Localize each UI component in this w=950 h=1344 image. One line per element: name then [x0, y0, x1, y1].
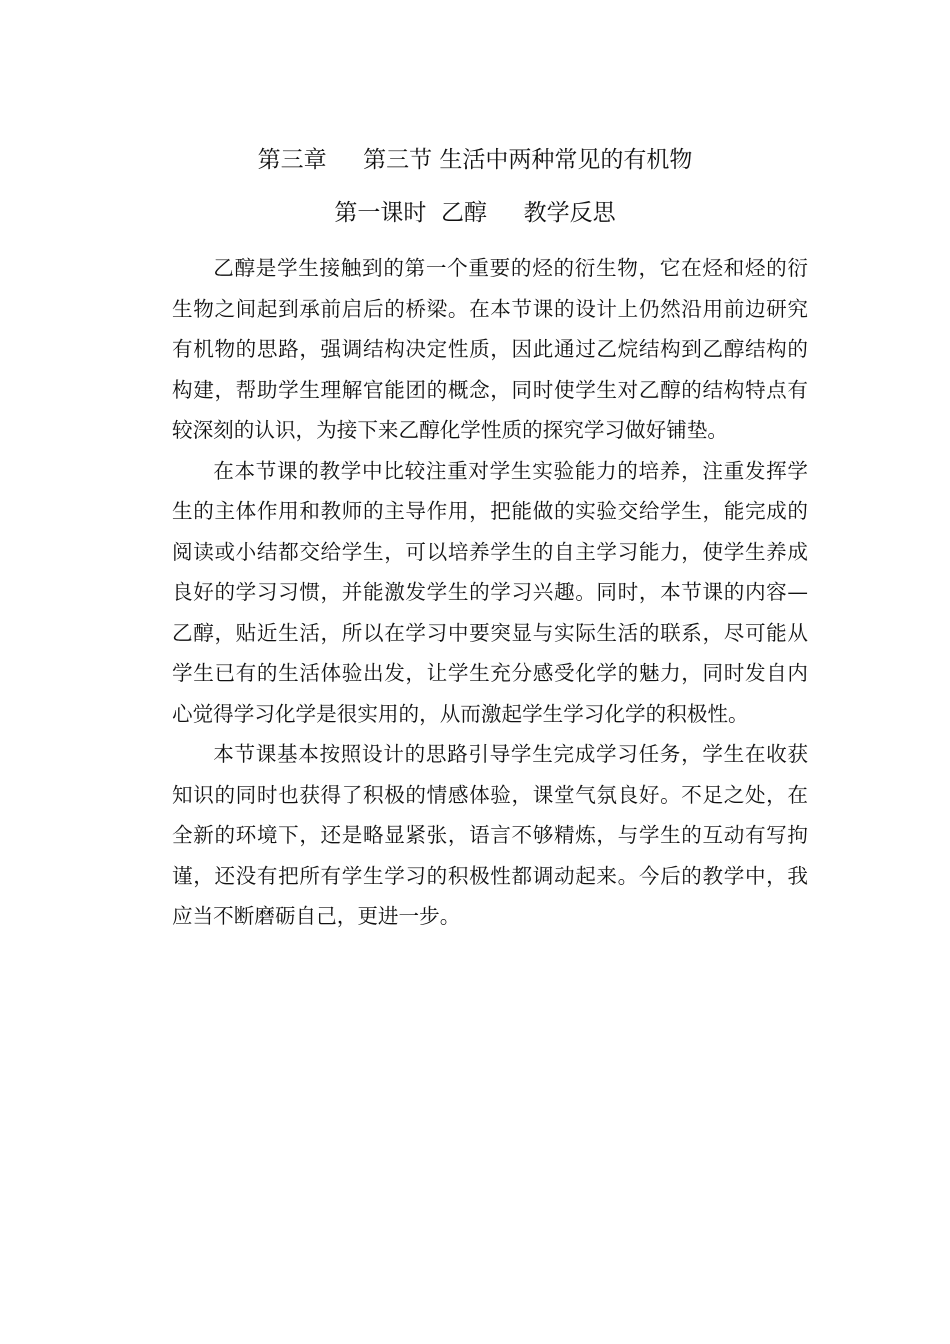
document-title: 第三章 第三节 生活中两种常见的有机物 [257, 147, 693, 173]
paragraph: 本节课基本按照设计的思路引导学生完成学习任务，学生在收获知识的同时也获得了积极的情感体验，课堂气氛良好。不足之处，在全新的环境下，还是略显紧张，语言不够精炼，与学生的互动有写拘谨，还没有把所有学生学习的积极性都调动起来。今后的教学中，我应当不断磨砺自己，更进一步。 [172, 742, 808, 928]
document-subtitle: 第一课时 乙醇 教学反思 [334, 200, 616, 226]
document-body [172, 248, 808, 937]
paragraph: 在本节课的教学中比较注重对学生实验能力的培养，注重发挥学生的主体作用和教师的主导作用，把能做的实验交给学生，能完成的阅读或小结都交给学生，可以培养学生的自主学习能力，使学生养成良好的学习习惯，并能激发学生的学习兴趣。同时，本节课的内容—乙醇，贴近生活，所以在学习中要突显与实际生活的联系，尽可能从学生已有的生活体验出发，让学生充分感受化学的魅力，同时发自内心觉得学习化学是很实用的，从而激起学生学习化学的积极性。 [172, 458, 808, 726]
paragraph: 乙醇是学生接触到的第一个重要的烃的衍生物，它在烃和烃的衍生物之间起到承前启后的桥梁。在本节课的设计上仍然沿用前边研究有机物的思路，强调结构决定性质，因此通过乙烷结构到乙醇结构的构建，帮助学生理解官能团的概念，同时使学生对乙醇的结构特点有较深刻的认识，为接下来乙醇化学性质的探究学习做好铺垫。 [172, 256, 808, 442]
